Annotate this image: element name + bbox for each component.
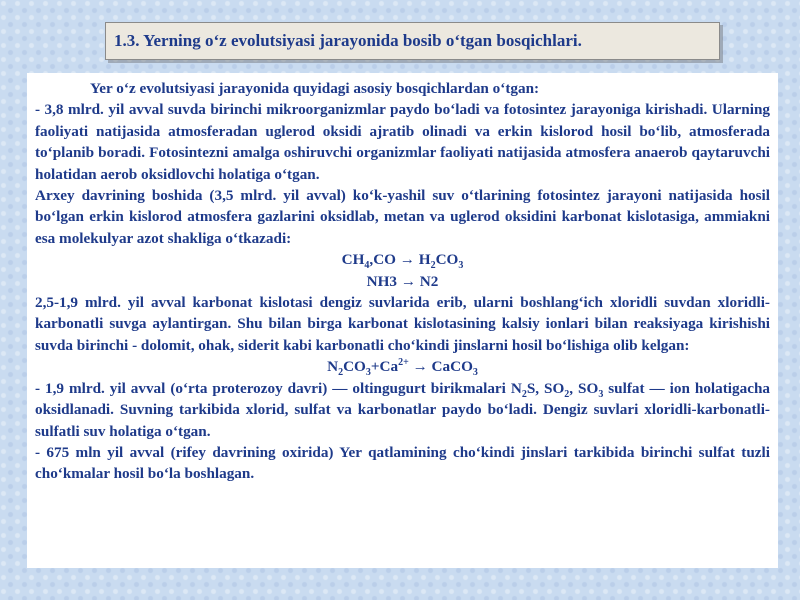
paragraph-archean: Arxey davrining boshida (3,5 mlrd. yil avval) ko‘k-yashil suv o‘tlarining fotosintez jarayoni natijasida hosil bo‘lgan erkin kislorod atmosfera gazlarini oksidlab, metan va uglerod oksidini karbonat kislotasiga, ammiakni esa molekulyar azot shakliga o‘tkazadi: [35, 187, 770, 247]
slide-title: 1.3. Yerning o‘z evolutsiyasi jarayonida bosib o‘tgan bosqichlari. [114, 31, 582, 50]
content-panel [27, 73, 778, 568]
title-box [105, 22, 720, 60]
formula-methane: $CH_4,CO \to H_2CO_3$ [341, 251, 464, 272]
paragraph-riphean: - 675 mln yil avval (rifey davrining oxirida) Yer qatlamining cho‘kindi jinslari tarkibida birinchi sulfat tuzli cho‘kmalar hosil bo‘la boshlagan. [35, 443, 770, 483]
formula-calcium-carbonate: $N_2CO_3+Ca^{2+}$ → CaCO$_3$ [327, 357, 478, 379]
formula-ammonia: NH3 → N2 [366, 272, 439, 290]
paragraph-carbonate: 2,5-1,9 mlrd. yil avval karbonat kislotasi dengiz suvlarida erib, ularni boshlang‘ich xloridli suvdan xloridli-karbonatli suvga aylantirgan. Shu bilan birga karbonat kislotasining kalsiy ionlari bilan reaksiyaga kirishishi suvda birinchi - dolomit, ohak, siderit kabi karbonatli cho‘kindi jinslarni hosil bo‘lishiga olib kelgan: [35, 294, 770, 354]
paragraph-proterozoic: - 1,9 mlrd. yil avval (o‘rta proterozoy davri) — oltingugurt birikmalari $N_2S$, $SO_2$, $SO_3$ sulfat — ion holatigacha oksidlanadi. Suvning tarkibida xlorid, sulfat va karbonatlar paydo bo‘ladi. Dengiz suvlari xloridli-karbonatli-sulfatli suv holatiga o‘tgan. [35, 379, 770, 440]
paragraph-microorganisms: - 3,8 mlrd. yil avval suvda birinchi mikroorganizmlar paydo bo‘ladi va fotosintez jarayoniga kirishadi. Ularning faoliyati natijasida atmosferadan uglerod oksidi ajratib olinadi va erkin kislorod hosil bo‘lib, atmosferada to‘planib boradi. Fotosintezni amalga oshiruvchi organizmlar faoliyati natijasida atmosfera anaerob qaytaruvchi holatidan aerob oksidlovchi holatiga o‘tgan. [35, 101, 770, 183]
intro-paragraph: Yer o‘z evolutsiyasi jarayonida quyidagi asosiy bosqichlardan o‘tgan: [90, 80, 540, 97]
